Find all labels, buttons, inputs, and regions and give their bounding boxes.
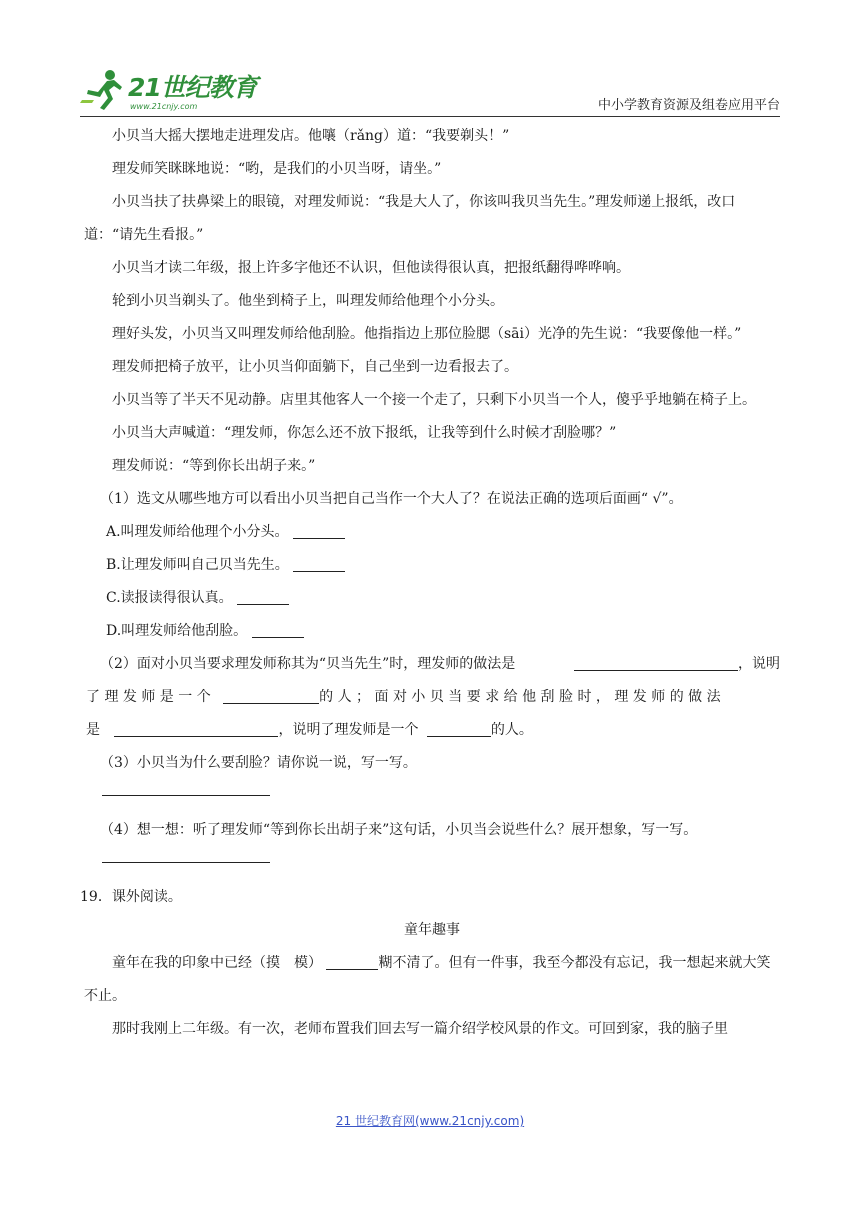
option-d: D.叫理发师给他刮脸。 bbox=[84, 615, 780, 648]
story-paragraph: 小贝当大摇大摆地走进理发店。他嚷（rǎng）道：“我要剃头！” bbox=[112, 128, 510, 144]
passage-paragraph: 童年在我的印象中已经（摸 模） 糊不清了。但有一件事，我至今都没有忘记，我一想起来就大笑不止。 bbox=[84, 955, 771, 1004]
answer-blank[interactable] bbox=[237, 588, 289, 605]
story-paragraph: 小贝当才读二年级，报上许多字他还不认识，但他读得很认真，把报纸翻得哗哗响。 bbox=[112, 260, 630, 276]
runner-logo-icon bbox=[80, 68, 126, 112]
site-logo bbox=[80, 68, 257, 112]
story-paragraph: 理发师说：“等到你长出胡子来。” bbox=[112, 458, 316, 474]
question-19-label: 19．课外阅读。 bbox=[80, 889, 182, 905]
page-footer bbox=[0, 1112, 860, 1129]
answer-blank[interactable] bbox=[293, 555, 345, 572]
answer-blank[interactable] bbox=[114, 720, 278, 737]
story-paragraph: 理发师笑眯眯地说：“哟，是我们的小贝当呀，请坐。” bbox=[112, 161, 442, 177]
answer-blank[interactable] bbox=[223, 687, 319, 704]
option-b: B.让理发师叫自己贝当先生。 bbox=[84, 549, 780, 582]
story-paragraph: 轮到小贝当剃头了。他坐到椅子上，叫理发师给他理个小分头。 bbox=[112, 293, 504, 309]
footer-link[interactable]: 21 世纪教育网(www.21cnjy.com) bbox=[335, 1114, 525, 1128]
page-header bbox=[80, 64, 780, 117]
option-c: C.读报读得很认真。 bbox=[84, 582, 780, 615]
logo-title: 21世纪教育 bbox=[128, 73, 257, 102]
answer-line[interactable] bbox=[102, 861, 270, 863]
story-paragraph: 理好头发，小贝当又叫理发师给他刮脸。他指指边上那位脸腮（sāi）光净的先生说：“我要像他一样。” bbox=[112, 326, 742, 342]
option-a: A.叫理发师给他理个小分头。 bbox=[84, 516, 780, 549]
story-paragraph: 小贝当等了半天不见动静。店里其他客人一个接一个走了，只剩下小贝当一个人，傻乎乎地躺在椅子上。 bbox=[112, 392, 756, 408]
story-paragraph: 理发师把椅子放平，让小贝当仰面躺下，自己坐到一边看报去了。 bbox=[112, 359, 518, 375]
passage-paragraph: 那时我刚上二年级。有一次，老师布置我们回去写一篇介绍学校风景的作文。可回到家，我的脑子里 bbox=[112, 1021, 728, 1037]
story-paragraph: 小贝当扶了扶鼻梁上的眼镜，对理发师说：“我是大人了，你该叫我贝当先生。”理发师递上报纸，改口道：“请先生看报。” bbox=[84, 194, 736, 243]
question-1-stem: （1）选文从哪些地方可以看出小贝当把自己当作一个大人了？在说法正确的选项后面画“ √”。 bbox=[100, 491, 683, 507]
question-2-line-1: （2）面对小贝当要求理发师称其为“贝当先生”时，理发师的做法是 ，说明 bbox=[100, 656, 780, 672]
document-body bbox=[80, 120, 780, 1046]
answer-line[interactable] bbox=[102, 794, 270, 796]
answer-blank[interactable] bbox=[252, 621, 304, 638]
answer-blank[interactable] bbox=[293, 522, 345, 539]
answer-blank[interactable] bbox=[574, 654, 738, 671]
platform-name: 中小学教育资源及组卷应用平台 bbox=[597, 98, 780, 113]
story-paragraph: 小贝当大声喊道：“理发师，你怎么还不放下报纸，让我等到什么时候才刮脸哪？” bbox=[112, 425, 617, 441]
question-3-stem: （3）小贝当为什么要刮脸？请你说一说，写一写。 bbox=[100, 755, 417, 771]
passage-title: 童年趣事 bbox=[404, 922, 460, 938]
question-2-line-3: 是 ，说明了理发师是一个 的人。 bbox=[86, 722, 533, 738]
question-4-stem: （4）想一想：听了理发师“等到你长出胡子来”这句话，小贝当会说些什么？展开想象，写一写。 bbox=[100, 822, 698, 838]
question-2-line-2: 了 理 发 师 是 一 个 的 人 ； 面 对 小 贝 当 要 求 给 他 刮 脸 时 ， 理 发 师 的 做 法 bbox=[86, 689, 721, 705]
logo-url: www.21cnjy.com bbox=[130, 102, 198, 111]
answer-blank[interactable] bbox=[427, 720, 491, 737]
answer-blank[interactable] bbox=[326, 953, 378, 970]
